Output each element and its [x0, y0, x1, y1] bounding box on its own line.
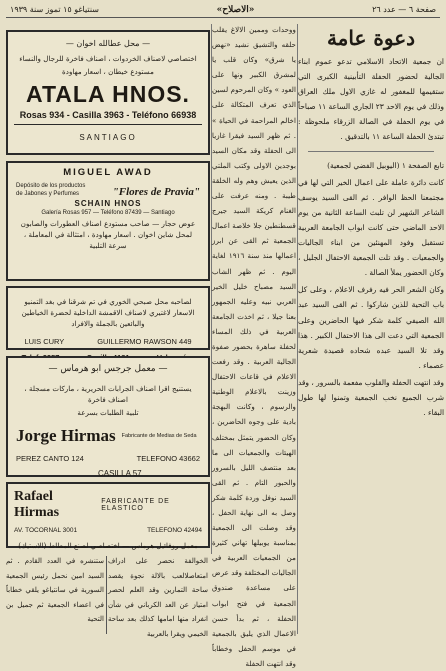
cury-advertisement	[6, 286, 210, 350]
ad-arabic-text: معمل روفائيل هرماس — اختصاصي لصنع المطاط (الاستيك)	[18, 541, 198, 550]
ad-brand: ATALA HNOS.	[26, 81, 190, 107]
rafael-hirmas-advertisement	[6, 482, 210, 548]
invitation-paragraph: ان جمعية الاتحاد الاسلامي تدعو عموم ابناء الجالية لحضور الحفلة التأبينية الكبرى التي ستقيمها للمغفور له غازي الاول ملك العراق وذلك في يوم الاحد ٢٣ الجاري الساعة ١١ صباحاً في يوم الحفلة في الصالة الزرقاء ملحوظة : تبتدئ الحفلة الساعة ١١ بالتدقيق .	[298, 57, 444, 142]
deposit-line: de Jabones y Perfumes	[16, 191, 80, 197]
ad-arabic-text: عوض حجار — صاحب مستودع اصناف العطورات والصابون لمحل شاين اخوان . اسعار مهاودة ، امتثالة في المعاملة ، سرعة التلبية	[20, 219, 196, 250]
article-paragraph: وكان الشعر الحر فيه رفرف الاعلام ، وعلى كل باب التحية للذين شاركوا . ثم القى السيد عبد الله الصيفي كلمة شكر فيها الحاضرين وعلى الجمعية التي دعت الى هذا الاحتفال الكبير . هذا وقد تلا السيد عبده شحاده قصيدة شعرية عصماء .	[298, 285, 444, 370]
column-divider-bottom	[106, 556, 107, 634]
ad-brand-row	[8, 426, 208, 446]
jorge-hirmas-advertisement	[6, 356, 210, 477]
ad-arabic-line: يستنيج اقرا اصناف الجرابات الحريرية ، ماركات مسجلة ، اصناف فاخرة	[24, 384, 192, 404]
ad-address: Galería Rosas 957 — Teléfono 87439 — Santiago	[41, 210, 175, 216]
ad-name: LUIS CURY	[24, 337, 65, 346]
newspaper-title: «الاصلاح»	[216, 4, 255, 15]
ad-arabic-line: مستودع خيطان ، اسعار مهاودة	[61, 67, 154, 76]
ad-deposit-text	[16, 182, 85, 198]
ad-address-row	[8, 527, 208, 534]
ad-address: PEREZ CANTO 124	[16, 454, 84, 463]
article-text: ستنشره في العدد القادم . ثم السيد امين نحمل رئيس الجمعية السورية في سانتياغو يلقي خطاباً في اعضاء الجمعية ثم جميل بن التحية	[6, 557, 104, 623]
ad-arabic-line: اختصاصي لاصناف الخردوات ، اصناف فاخرة للرجال والنساء	[19, 54, 197, 63]
ad-detail-row	[8, 182, 208, 198]
issue-date: سنتياغو ١٥ تموز سنة ١٩٣٩	[10, 5, 99, 14]
awad-advertisement	[6, 161, 210, 281]
article-heading: دعوة عامة	[326, 26, 416, 50]
ad-brand: MIGUEL AWAD	[63, 167, 153, 178]
ad-arabic-heading: — معمل جرجس ابو هرماس —	[48, 364, 168, 374]
ad-telephone: TELEFONO 43662	[136, 454, 200, 463]
ad-product-name: "Flores de Pravia"	[112, 186, 200, 198]
bottom-article-column-a	[108, 554, 208, 638]
ad-casilla: CASILLA 57	[98, 469, 142, 478]
ad-brand-row	[8, 489, 208, 521]
ad-telephone: TELEFONO 42494	[147, 527, 202, 534]
atala-advertisement	[6, 30, 210, 155]
ad-address: Rosas 934 - Casilla 3963 - Teléfono 66938	[19, 110, 197, 120]
ad-arabic-line: تلبية الطلبات بسرعة	[77, 408, 139, 417]
ad-city: SANTIAGO	[79, 133, 137, 142]
ad-names-row	[8, 337, 208, 346]
middle-article-column	[212, 22, 296, 668]
ad-company: SCHAIN HNOS	[74, 199, 142, 208]
divider	[16, 348, 200, 349]
right-article-column	[298, 20, 444, 620]
ad-address: GUILLERMO RAWSON 449	[97, 337, 192, 346]
article-paragraph: كانت دائرة عاملة على اعمال الخير التي لها في مجتمعنا الحظ الوافر . ثم القى السيد يوسف الشاعر الشهير لن تلبث الساعة الثانية من يوم الاحد الماضي حتى كانت ابواب الجامعة العربية تستقبل وفود المهنئين من ابناء الجاليات والجمعيات . وقد تلت الجمعية الاحتفال الجليل ، وكان الحضور يملأ الصالة .	[298, 177, 444, 278]
ad-brand: Jorge Hirmas	[16, 426, 116, 445]
divider	[14, 124, 202, 125]
ad-brand: Rafael Hirmas	[14, 489, 60, 520]
ad-address-row	[8, 454, 208, 463]
ad-subtitle: FABRICANTE DE ELASTICO	[101, 498, 170, 512]
article-text: ووحدات وممين الالاغ يقلب حلقه والتشيق نشيد «نهض يا شرق» وكان قلب يا لمشرق الكبير ونها على العود » وكان المرحوم لسين الذي تعرف المتكالة على اخالم المراحمة في الحياة » . ثم ظهر السيد فيقرا غازيا الى الحفلة وقد مكان السيد بوجدين الاولى وكتب الملتي الذين يعيش وهم وله الخلقة طيبة . ومنه عرفت على الغنام كريكة السيد جيرج قسطنطين جلا خلاصة اعمال الجمعية ثم القى عن ابرز اعمالها منذ سنة ١٩١٦ لغاية اليوم . ثم ظهر الشاب السيد مصباح خليل الخير العربي نبيه وعليه الجمهور بعنا جيلا ، ثم اخذت الجامعة العربية في ذلك المساء لحفلة ساهرة بحضور صفوة الجالية العربية . وقد رفعت الاعلام في قاعات الاحتفال وزينت بالاعلام الوطنية والرسوم ، وكانت البهجة بادية على وجوه الحاضرين ، وكان الحضور يتمثل بمختلف الهيئات والجمعيات الى ما بعد منتصف الليل بالسرور والحبور التام . ثم القى السيد نوفل وردة كلمة شكر وصل به الى نهاية الحفل ، وقد وصلت الى الجمعية بمناسبة يوبيلها تهاني كثيرة من الجمعيات العربية في الجاليات المختلفة وقد عرض على مساعدة صندوق الجمعية في فتح ابواب الحفلة ، ثم بدأ حسن الاعمال الذي يليق بالجمعية في موسم الحفل وخطاباً وقد انتهت الحفلة	[212, 25, 296, 668]
ad-arabic-heading: — محل عطالله اخوان —	[65, 39, 151, 48]
deposit-line: Depósito de los productos	[16, 183, 86, 189]
article-text: الخوالفة نحصر على ادراف امتعاصلالعب بالالة نجوة يقصد ساحة التمارين وقد العلم لحصر امتياز عن العد الكرباني في شأن انفراد منها امامها كذلك بعد ساحة الخيمي ويقرا بالعربية	[108, 557, 208, 638]
article-paragraph: وقد انتهت الحفلة والقلوب مفعمة بالسرور ، وقد شرب الجميع نخب الجمعية وتمنوا لها طول البقاء .	[298, 377, 444, 418]
ad-arabic-text: لصاحبه محل صبحي الخوري في تم شرقنا في بغد التمنيو الاسعار لاغتيري لاصناف الاقمشة الداخلية لحضرة الخياطين والبائعين بالجملة والافراد	[21, 297, 195, 328]
page-header	[6, 2, 440, 18]
ad-subtitle: Fabricante de Medias de Seda	[121, 433, 197, 439]
bottom-article-column-b	[6, 554, 104, 634]
continuation-label: تابع الصفحة ١ (اليوبيل الفضي لجمعية)	[327, 160, 444, 170]
ad-address: AV. TOCORNAL 3001	[14, 527, 78, 534]
page-label: صفحة ٦ — عدد ٢٦	[372, 5, 436, 14]
divider	[308, 151, 434, 152]
